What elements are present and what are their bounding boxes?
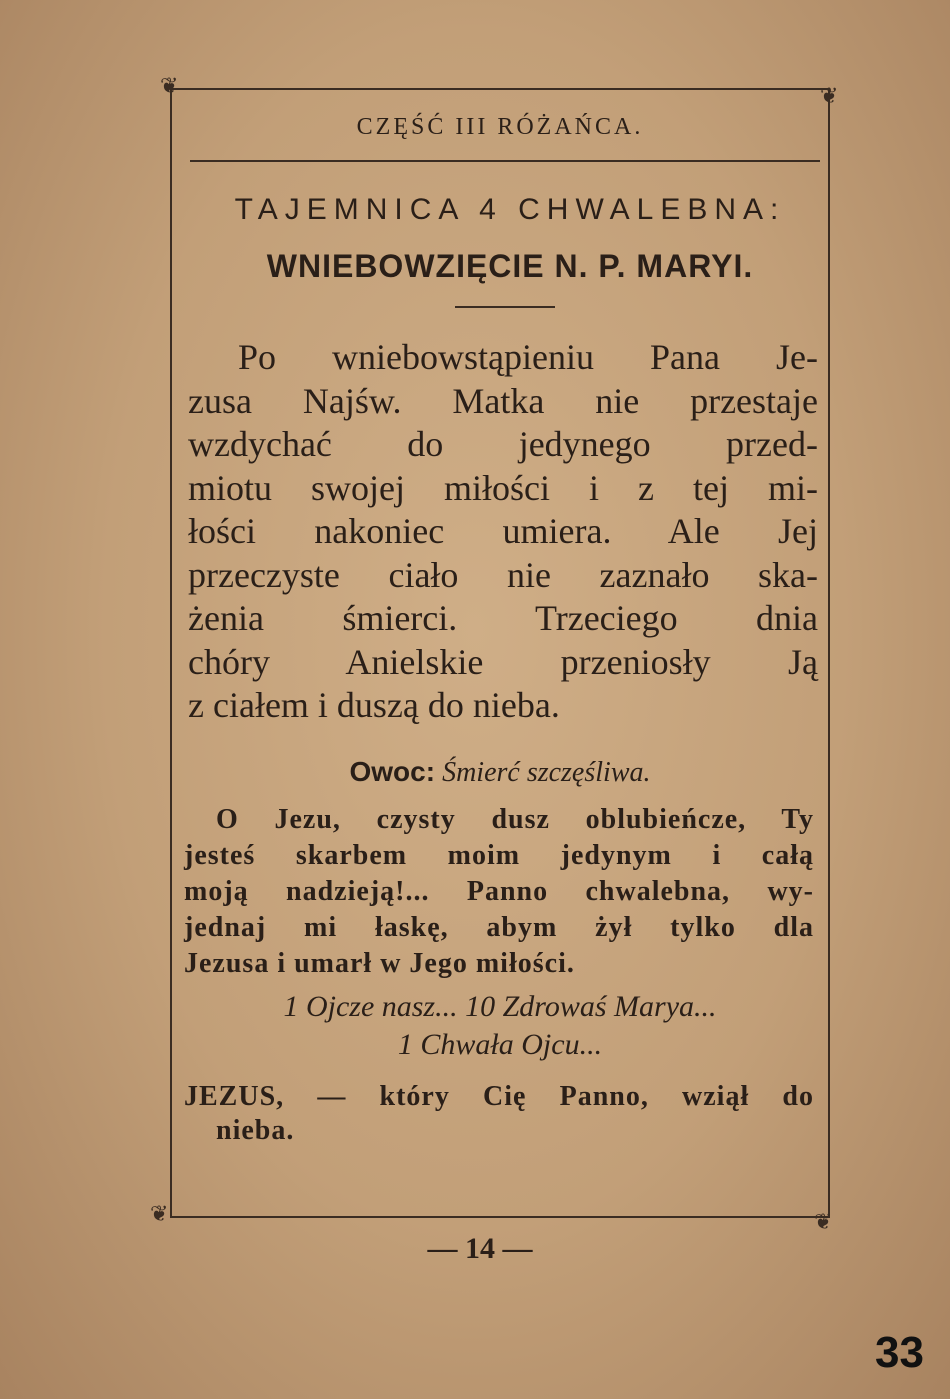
prayer-text	[184, 802, 814, 982]
prayer-line: Jezusa i umarł w Jego miłości.	[184, 948, 575, 979]
text-line: żenia śmierci. Trzeciego dnia	[188, 598, 818, 638]
running-head: CZĘŚĆ III RÓŻAŃCA.	[356, 114, 644, 140]
invocation	[184, 1080, 814, 1148]
prayer-line: O Jezu, czysty dusz oblubieńcze, Ty	[216, 804, 814, 835]
invocation-line: nieba.	[216, 1115, 295, 1146]
mystery-subtitle: WNIEBOWZIĘCIE N. P. MARYI.	[266, 248, 754, 284]
text-line: chóry Anielskie przeniosły Ją	[188, 641, 818, 682]
scan-number: 33	[875, 1328, 924, 1377]
fruit-label: Owoc:	[349, 756, 436, 787]
text-line: przeczyste ciało nie zaznało ska-	[188, 554, 818, 595]
meditation-text	[188, 336, 818, 728]
corner-ornament-icon: ❦	[820, 84, 839, 109]
text-line: z ciałem i duszą do nieba.	[188, 685, 560, 725]
header-rule	[190, 160, 820, 162]
fruit-value: Śmierć szczęśliwa.	[442, 757, 651, 788]
text-line: łości nakoniec umiera. Ale Jej	[188, 511, 818, 551]
corner-ornament-icon: ❦	[150, 1202, 169, 1227]
text-line: wzdychać do jedynego przed-	[188, 424, 818, 464]
page-number: — 14 —	[427, 1232, 533, 1265]
prayer-line: jesteś skarbem moim jedynym i całą	[184, 840, 814, 871]
text-line: miotu swojej miłości i z tej mi-	[188, 467, 818, 508]
invocation-line: JEZUS, — który Cię Panno, wziął do	[184, 1081, 814, 1112]
fruit-line	[190, 756, 810, 789]
prayer-line: moją nadzieją!... Panno chwalebna, wy-	[184, 876, 814, 907]
rosary-line: 1 Chwała Ojcu...	[397, 1028, 603, 1061]
mystery-title: TAJEMNICA 4 CHWALEBNA:	[234, 193, 786, 226]
text-line: Po wniebowstąpieniu Pana Je-	[238, 337, 818, 377]
title-divider	[455, 306, 555, 308]
prayer-line: jednaj mi łaskę, abym żył tylko dla	[184, 912, 814, 943]
rosary-line: 1 Ojcze nasz... 10 Zdrowaś Marya...	[283, 990, 717, 1023]
corner-ornament-icon: ❦	[160, 74, 179, 99]
rosary-instruction	[190, 988, 810, 1064]
corner-ornament-icon: ❦	[814, 1210, 833, 1235]
text-line: zusa Najśw. Matka nie przestaje	[188, 380, 818, 421]
